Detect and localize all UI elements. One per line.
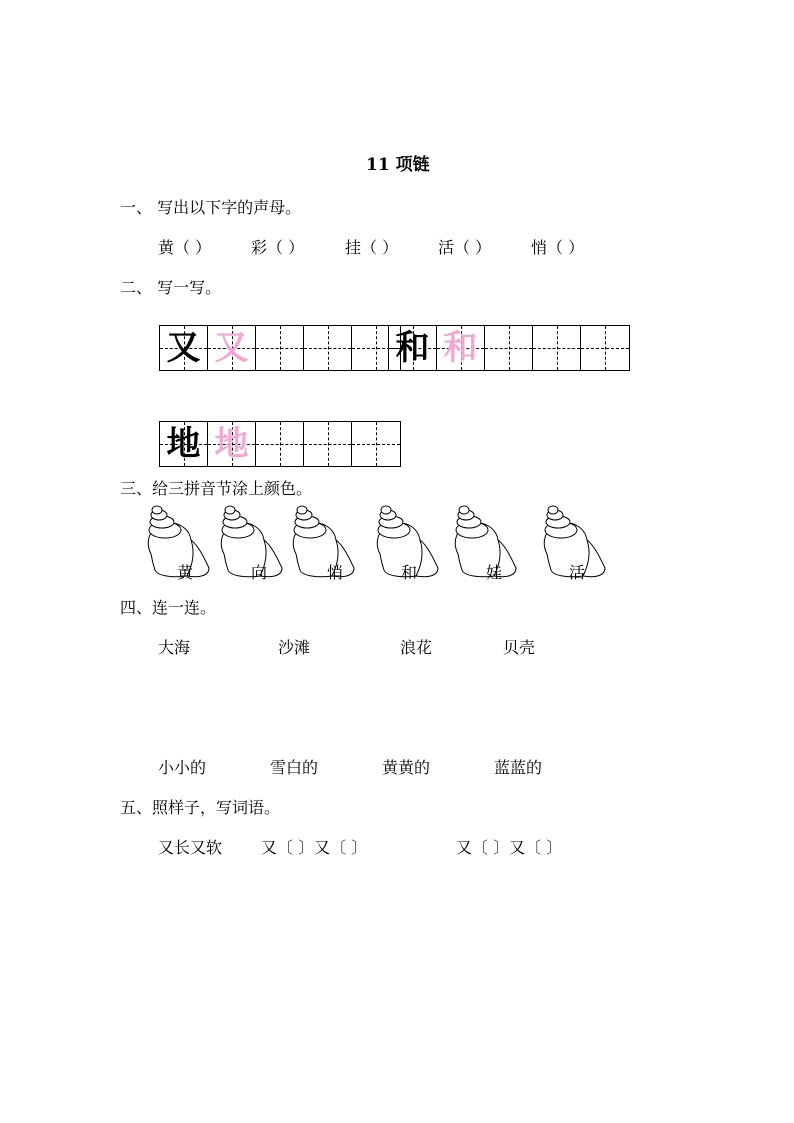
initial-item: 悄（ ）: [531, 238, 585, 257]
shell-character: 娃: [485, 563, 502, 582]
page-title: 11 项链: [366, 155, 430, 175]
match-noun[interactable]: 贝壳: [503, 638, 536, 657]
match-adjective[interactable]: 小小的: [158, 758, 207, 777]
writing-grid: [159, 325, 401, 371]
practice-cell[interactable]: [352, 422, 400, 466]
fill-in-phrase[interactable]: 又〔 〕又〔 〕: [456, 838, 563, 857]
practice-cell[interactable]: [533, 326, 581, 370]
practice-cell[interactable]: [256, 422, 304, 466]
section-3-heading: 三、给三拼音节涂上颜色。: [120, 479, 313, 498]
match-noun[interactable]: 大海: [158, 638, 191, 657]
conch-shell[interactable]: [216, 504, 286, 584]
shell-character: 活: [568, 563, 585, 582]
match-noun[interactable]: 浪花: [400, 638, 433, 657]
initial-item: 黄（ ）: [158, 238, 212, 257]
section-2-heading: 二、 写一写。: [120, 278, 222, 297]
practice-cell[interactable]: [256, 326, 304, 370]
practice-cell[interactable]: [581, 326, 629, 370]
model-character: 地: [166, 424, 201, 464]
initial-item: 彩（ ）: [251, 238, 305, 257]
writing-grid: [388, 325, 630, 371]
shell-character: 悄: [326, 563, 343, 582]
initial-item: 活（ ）: [438, 238, 492, 257]
shell-character: 黄: [176, 563, 193, 582]
section-1-heading: 一、 写出以下字的声母。: [120, 198, 302, 217]
practice-cell[interactable]: [485, 326, 533, 370]
shell-character: 和: [400, 563, 417, 582]
conch-shell[interactable]: [450, 504, 520, 584]
model-character: 又: [166, 328, 201, 368]
match-noun[interactable]: 沙滩: [278, 638, 311, 657]
trace-character: 和: [443, 328, 478, 368]
initial-item: 挂（ ）: [345, 238, 399, 257]
section-5-heading: 五、照样子，写词语。: [120, 798, 281, 817]
match-adjective[interactable]: 雪白的: [270, 758, 319, 777]
example-phrase: 又长又软: [158, 838, 223, 857]
writing-grid: [159, 421, 401, 467]
conch-shell[interactable]: [288, 504, 358, 584]
conch-shell[interactable]: [143, 504, 213, 584]
conch-shell[interactable]: [539, 504, 609, 584]
practice-cell[interactable]: [304, 326, 352, 370]
trace-character: 又: [214, 328, 249, 368]
conch-shell[interactable]: [372, 504, 442, 584]
practice-cell[interactable]: [304, 422, 352, 466]
match-adjective[interactable]: 黄黄的: [382, 758, 431, 777]
match-adjective[interactable]: 蓝蓝的: [494, 758, 543, 777]
fill-in-phrase[interactable]: 又〔 〕又〔 〕: [261, 838, 368, 857]
section-4-heading: 四、连一连。: [120, 598, 217, 617]
trace-character: 地: [214, 424, 249, 464]
shell-character: 向: [250, 563, 267, 582]
model-character: 和: [395, 328, 430, 368]
